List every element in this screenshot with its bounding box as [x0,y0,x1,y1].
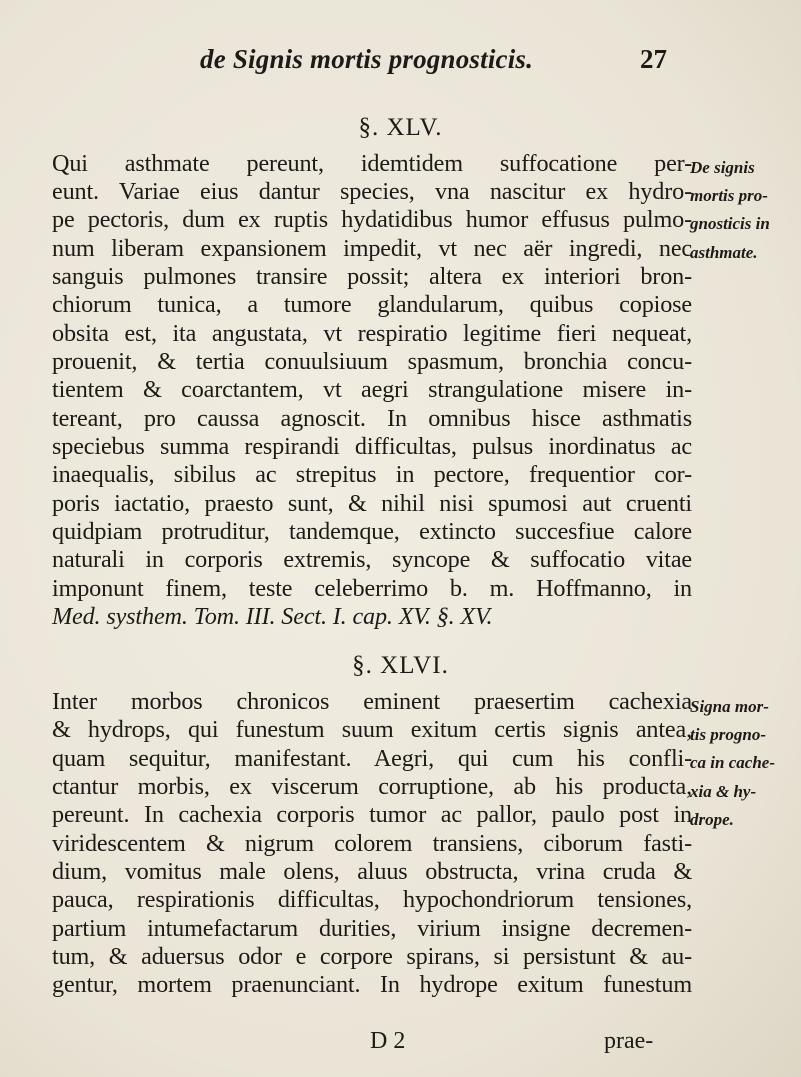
text-line: num liberam expansionem impedit, vt nec aër ingredi, nec [52,235,692,262]
text-line: ctantur morbis, ex viscerum corruptione, ab his producta, [52,773,692,800]
text-line: Qui asthmate pereunt, idemtidem suffocatione per- [52,150,692,177]
margin-note: mortis pro- [690,186,768,205]
margin-note: gnosticis in [690,214,770,233]
running-title: de Signis mortis prognosticis. [200,44,534,74]
text-line: Inter morbos chronicos eminent praesertim cachexia [52,688,692,715]
text-line: naturali in corporis extremis, syncope & suffocatio vitae [52,546,692,573]
text-line: Med. systhem. Tom. III. Sect. I. cap. XV. §. XV. [52,603,493,630]
margin-note: xia & hy- [690,782,757,801]
text-line: poris iactatio, praesto sunt, & nihil nisi spumosi aut cruenti [52,490,692,517]
text-line: quidpiam protruditur, tandemque, extincto succesfiue calore [52,518,692,545]
text-line: chiorum tunica, a tumore glandularum, quibus copiose [52,291,692,318]
text-line: tereant, pro caussa agnoscit. In omnibus hisce asthmatis [52,405,692,432]
text-line: dium, vomitus male olens, aluus obstructa, vrina cruda & [52,858,692,885]
margin-note: tis progno- [690,725,767,744]
text-line: viridescentem & nigrum colorem transiens, ciborum fasti- [52,830,692,857]
margin-note: ca in cache- [690,753,775,772]
text-line: gentur, mortem praenunciant. In hydrope exitum funestum [52,971,692,998]
text-line: tum, & aduersus odor e corpore spirans, si persistunt & au- [52,943,692,970]
text-line: quam sequitur, manifestant. Aegri, qui cum his confli- [52,745,692,772]
page-number: 27 [640,44,667,74]
catchword: prae- [604,1028,654,1054]
signature-mark: D 2 [370,1028,406,1054]
text-line: sanguis pulmones transire possit; altera ex interiori bron- [52,263,692,290]
margin-note: Signa mor- [690,697,769,716]
text-line: partium intumefactarum durities, virium insigne decremen- [52,915,692,942]
section-heading: §. XLVI. [352,652,449,679]
margin-note: drope. [690,810,734,829]
text-line: pauca, respirationis difficultas, hypochondriorum tensiones, [52,886,692,913]
margin-note: asthmate. [690,243,758,262]
section-heading: §. XLV. [358,114,443,141]
text-line: pe pectoris, dum ex ruptis hydatidibus humor effusus pulmo- [52,206,692,233]
text-line: & hydrops, qui funestum suum exitum certis signis antea, [52,716,692,743]
text-line: speciebus summa respirandi difficultas, pulsus inordinatus ac [52,433,692,460]
text-line: pereunt. In cachexia corporis tumor ac pallor, paulo post in [52,801,692,828]
text-line: prouenit, & tertia conuulsiuum spasmum, bronchia concu- [52,348,692,375]
text-line: tientem & coarctantem, vt aegri strangulatione misere in- [52,376,692,403]
text-line: inaequalis, sibilus ac strepitus in pectore, frequentior cor- [52,461,692,488]
text-line: obsita est, ita angustata, vt respiratio legitime fieri nequeat, [52,320,692,347]
text-line: eunt. Variae eius dantur species, vna nascitur ex hydro- [52,178,692,205]
margin-note: De signis [690,158,755,177]
text-line: imponunt finem, teste celeberrimo b. m. Hoffmanno, in [52,575,692,602]
